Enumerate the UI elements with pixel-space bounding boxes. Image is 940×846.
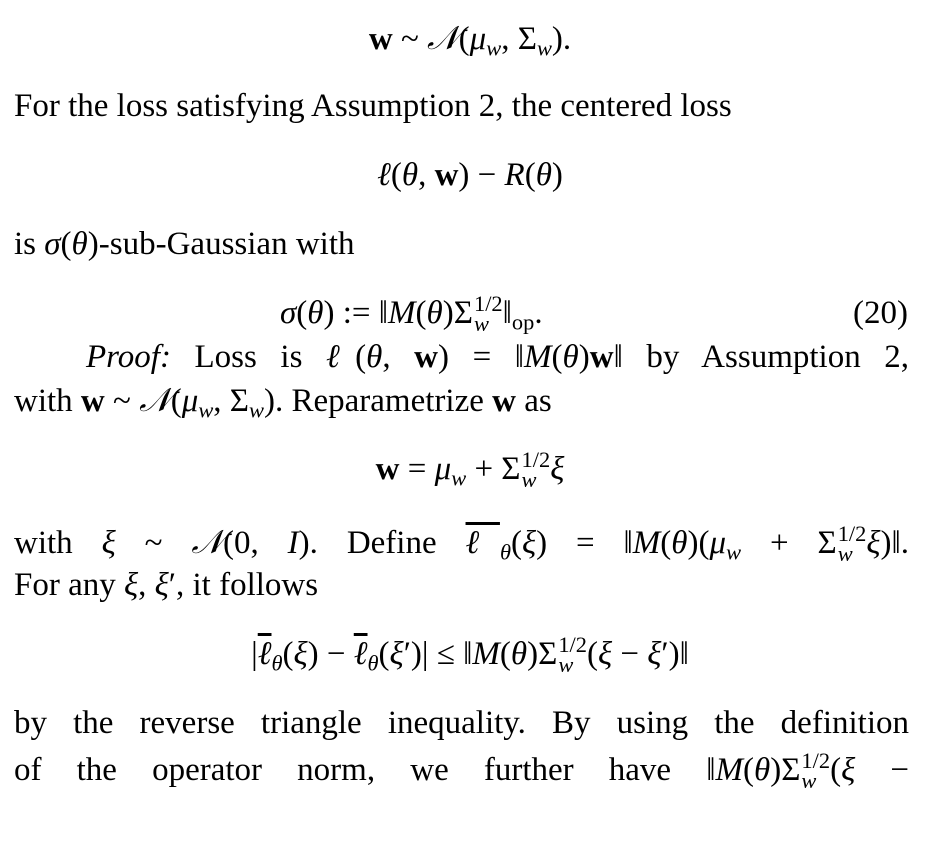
define-line-1: with ξ ~ 𝒩(0, I). Define ℓ$_\theta$(ξ) = $‖M(\theta)(\mu_w + \Sigma$ 1/2 w ξ)‖. [14, 520, 910, 566]
tail-line-2: of the operator norm, we further have ‖M(θ)Σ 1/2 w (ξ − [14, 747, 909, 793]
proof-label: Proof: [86, 339, 171, 375]
proof-line-1: Proof: Loss is ℓ(θ, w) = ‖M(θ)w‖ by Assumption 2, [86, 339, 910, 375]
proof-line-2: with w ~ $𝒩(\mu_w$, $\Sigma_w$). Reparametrize w as [14, 380, 552, 423]
paper-page: w ~ $𝒩(\mu_w$, $\Sigma_w$). For the loss satisfying Assumption 2, the centered loss ℓ(θ, w) − R(θ) is σ(θ)-sub-Gaussian with σ(θ) := ‖M(θ)Σ 1/2 w $‖_{op}$. (20) Proof: Loss is ℓ(θ, w) = ‖M(θ)w‖ by Assumption 2, with w ~ $𝒩(\mu_w$, $\Sigma_w$). Reparametrize w as $w = \mu_w + \Sigma$ 1/2 w ξ with ξ ~ 𝒩(0, I). Define ℓ$_\theta$(ξ) = $‖M(\theta)(\mu_w + \Sigma$ 1/2 w ξ)‖. For any ξ, ξ′, it follows |ℓ$_\theta$(ξ) − ℓ$_\theta$(ξ′)| ≤ ‖M(θ)Σ 1/2 w (ξ − ξ′)‖ by the reverse triangle inequality. By using the definition of the operator norm, we further have ‖M(θ)Σ 1/2 w (ξ − [0, 0, 940, 846]
paragraph-loss-assumption: For the loss satisfying Assumption 2, the centered loss [14, 88, 732, 124]
equation-w-distribution: w ~ $𝒩(\mu_w$, $\Sigma_w$). [368, 18, 572, 61]
define-line-2: For any ξ, ξ′, it follows [14, 567, 319, 603]
tail-line-1: by the reverse triangle inequality. By using the definition [14, 705, 909, 741]
equation-reparametrize: $w = \mu_w + \Sigma$ 1/2 w ξ [375, 446, 565, 492]
equation-lipschitz-bound: |ℓ$_\theta$(ξ) − ℓ$_\theta$(ξ′)| ≤ ‖M(θ)Σ 1/2 w (ξ − ξ′)‖ [251, 631, 689, 677]
equation-number: (20) [853, 295, 908, 331]
paragraph-sub-gaussian: is σ(θ)-sub-Gaussian with [14, 226, 355, 262]
equation-centered-loss: ℓ(θ, w) − R(θ) [377, 157, 563, 193]
